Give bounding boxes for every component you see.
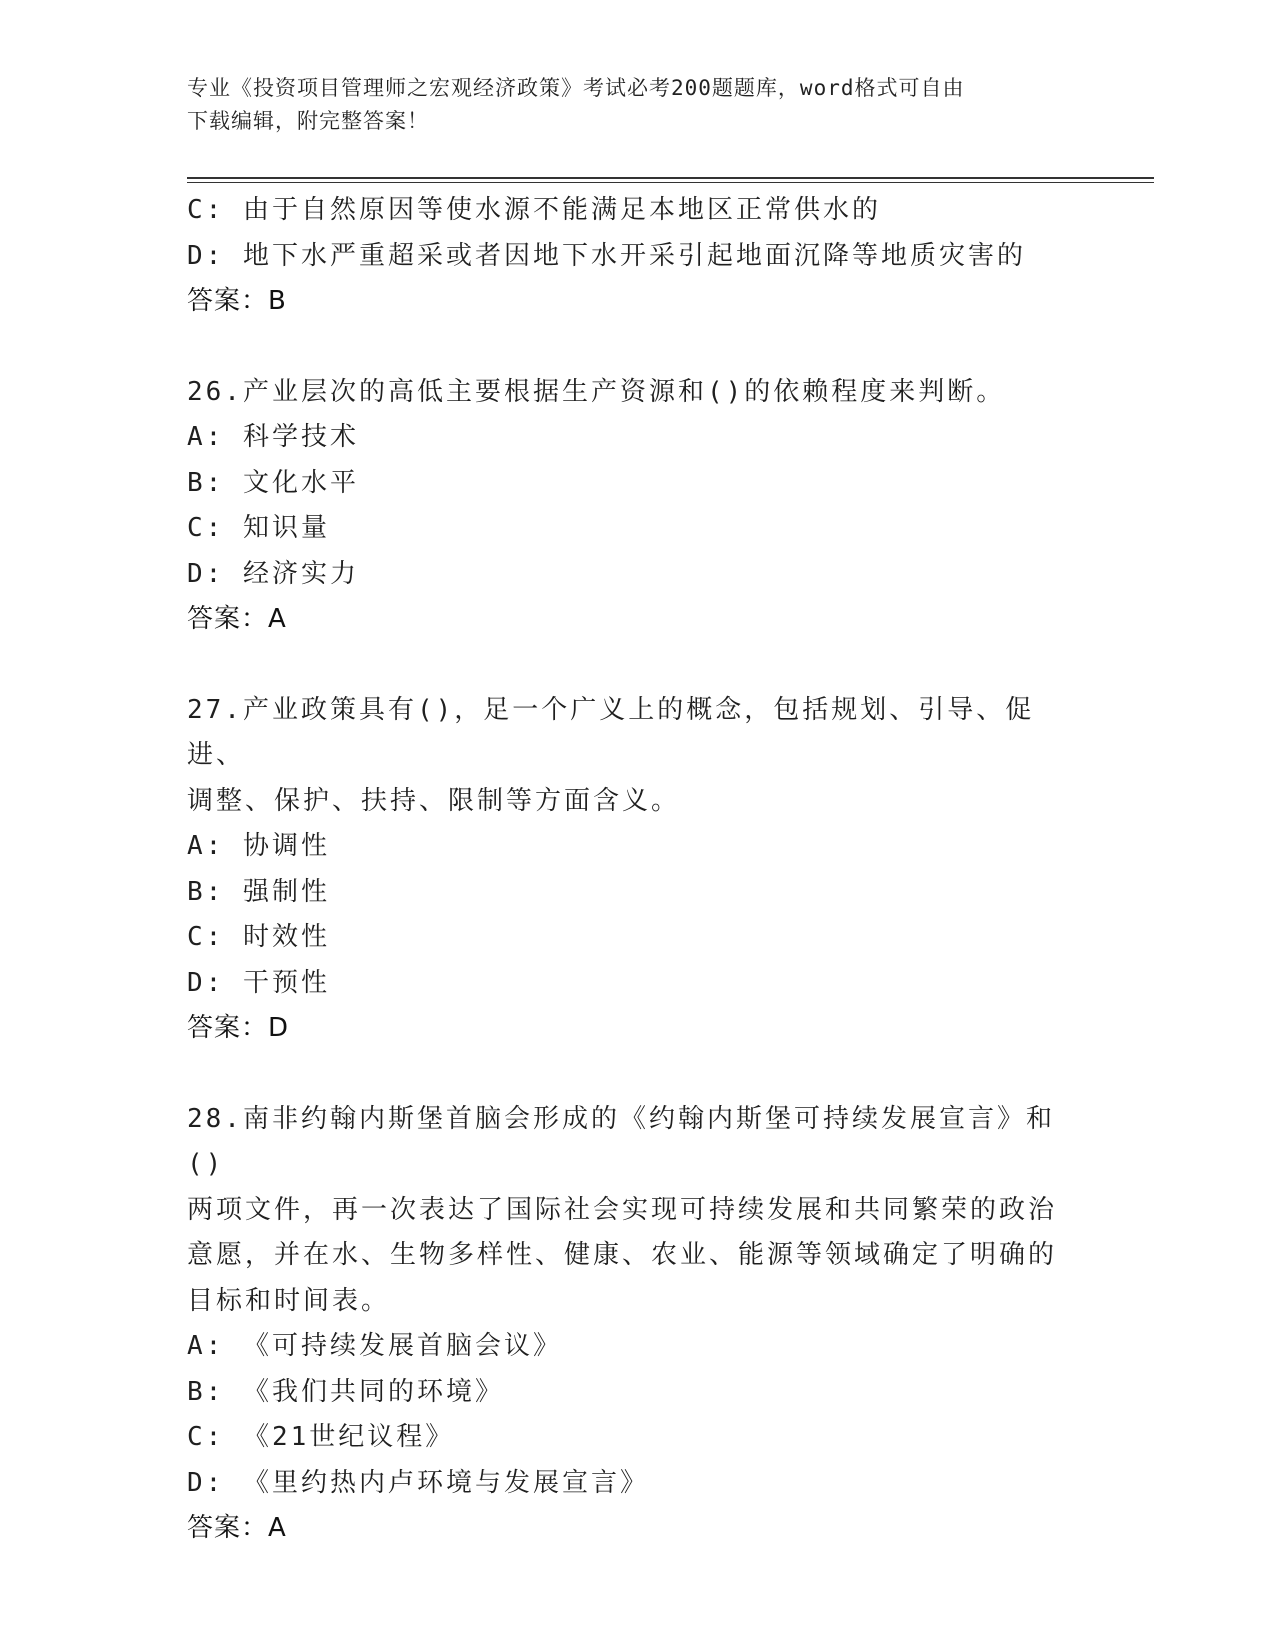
question-stem: 26.产业层次的高低主要根据生产资源和()的依赖程度来判断。 bbox=[187, 376, 1006, 407]
option-text: 干预性 bbox=[242, 967, 330, 998]
option-letter: B: bbox=[187, 876, 225, 907]
option-line bbox=[187, 824, 1087, 870]
option-letter: C: bbox=[187, 195, 225, 225]
option-line bbox=[187, 915, 1087, 961]
option-line bbox=[187, 1324, 1087, 1370]
option-letter: D: bbox=[187, 240, 225, 271]
option-text: 《我们共同的环境》 bbox=[242, 1376, 504, 1407]
option-text: 《可持续发展首脑会议》 bbox=[242, 1331, 562, 1361]
option-line bbox=[187, 506, 1087, 552]
option-text: 《里约热内卢环境与发展宣言》 bbox=[242, 1467, 649, 1498]
question-stem: 目标和时间表。 bbox=[187, 1285, 391, 1316]
option-letter: A: bbox=[187, 422, 225, 452]
option-line bbox=[187, 1461, 1087, 1507]
header-line-2: 下载编辑，附完整答案！ bbox=[187, 109, 429, 133]
question-stem: 调整、保护、扶持、限制等方面含义。 bbox=[187, 785, 681, 816]
option-line bbox=[187, 870, 1087, 916]
question-list bbox=[187, 188, 1087, 1552]
option-line bbox=[187, 415, 1087, 461]
answer-line: 答案：A bbox=[187, 604, 287, 634]
option-text: 强制性 bbox=[242, 876, 330, 907]
option-text: 《21世纪议程》 bbox=[242, 1422, 455, 1452]
option-line bbox=[187, 188, 1087, 234]
option-letter: C: bbox=[187, 1422, 225, 1452]
option-line bbox=[187, 1415, 1087, 1461]
option-line bbox=[187, 461, 1087, 507]
option-letter: C: bbox=[187, 922, 225, 952]
prev-question-tail bbox=[187, 188, 1087, 325]
answer-line: 答案：D bbox=[187, 1013, 290, 1043]
option-letter: D: bbox=[187, 558, 225, 589]
option-text: 知识量 bbox=[242, 513, 330, 543]
option-letter: D: bbox=[187, 967, 225, 998]
option-text: 协调性 bbox=[242, 831, 330, 861]
header-rule-thin bbox=[187, 182, 1154, 183]
option-text: 经济实力 bbox=[242, 558, 359, 589]
option-line bbox=[187, 552, 1087, 598]
answer-line: 答案：B bbox=[187, 286, 287, 316]
option-text: 由于自然原因等使水源不能满足本地区正常供水的 bbox=[242, 195, 881, 225]
header-rule-thick bbox=[187, 177, 1154, 179]
document-header bbox=[187, 72, 1087, 138]
option-letter: D: bbox=[187, 1467, 225, 1498]
option-line bbox=[187, 1370, 1087, 1416]
question-stem: 意愿，并在水、生物多样性、健康、农业、能源等领域确定了明确的 bbox=[187, 1240, 1058, 1270]
header-line-1: 专业《投资项目管理师之宏观经济政策》考试必考200题题库，word格式可自由 bbox=[187, 76, 965, 100]
option-letter: A: bbox=[187, 831, 225, 861]
answer-line: 答案：A bbox=[187, 1513, 287, 1543]
option-line bbox=[187, 234, 1087, 280]
option-letter: A: bbox=[187, 1331, 225, 1361]
option-text: 科学技术 bbox=[242, 422, 359, 452]
question-stem: 两项文件，再一次表达了国际社会实现可持续发展和共同繁荣的政治 bbox=[187, 1194, 1058, 1225]
option-text: 地下水严重超采或者因地下水开采引起地面沉降等地质灾害的 bbox=[242, 240, 1026, 271]
option-letter: B: bbox=[187, 467, 225, 498]
question-stem: 27.产业政策具有()，足一个广义上的概念，包括规划、引导、促进、 bbox=[187, 694, 1035, 770]
option-letter: C: bbox=[187, 513, 225, 543]
question-stem: 28.南非约翰内斯堡首脑会形成的《约翰内斯堡可持续发展宣言》和() bbox=[187, 1103, 1055, 1179]
question-28 bbox=[187, 1097, 1087, 1552]
option-line bbox=[187, 961, 1087, 1007]
option-text: 时效性 bbox=[242, 922, 330, 952]
question-27 bbox=[187, 688, 1087, 1052]
option-text: 文化水平 bbox=[242, 467, 359, 498]
question-26 bbox=[187, 370, 1087, 643]
option-letter: B: bbox=[187, 1376, 225, 1407]
